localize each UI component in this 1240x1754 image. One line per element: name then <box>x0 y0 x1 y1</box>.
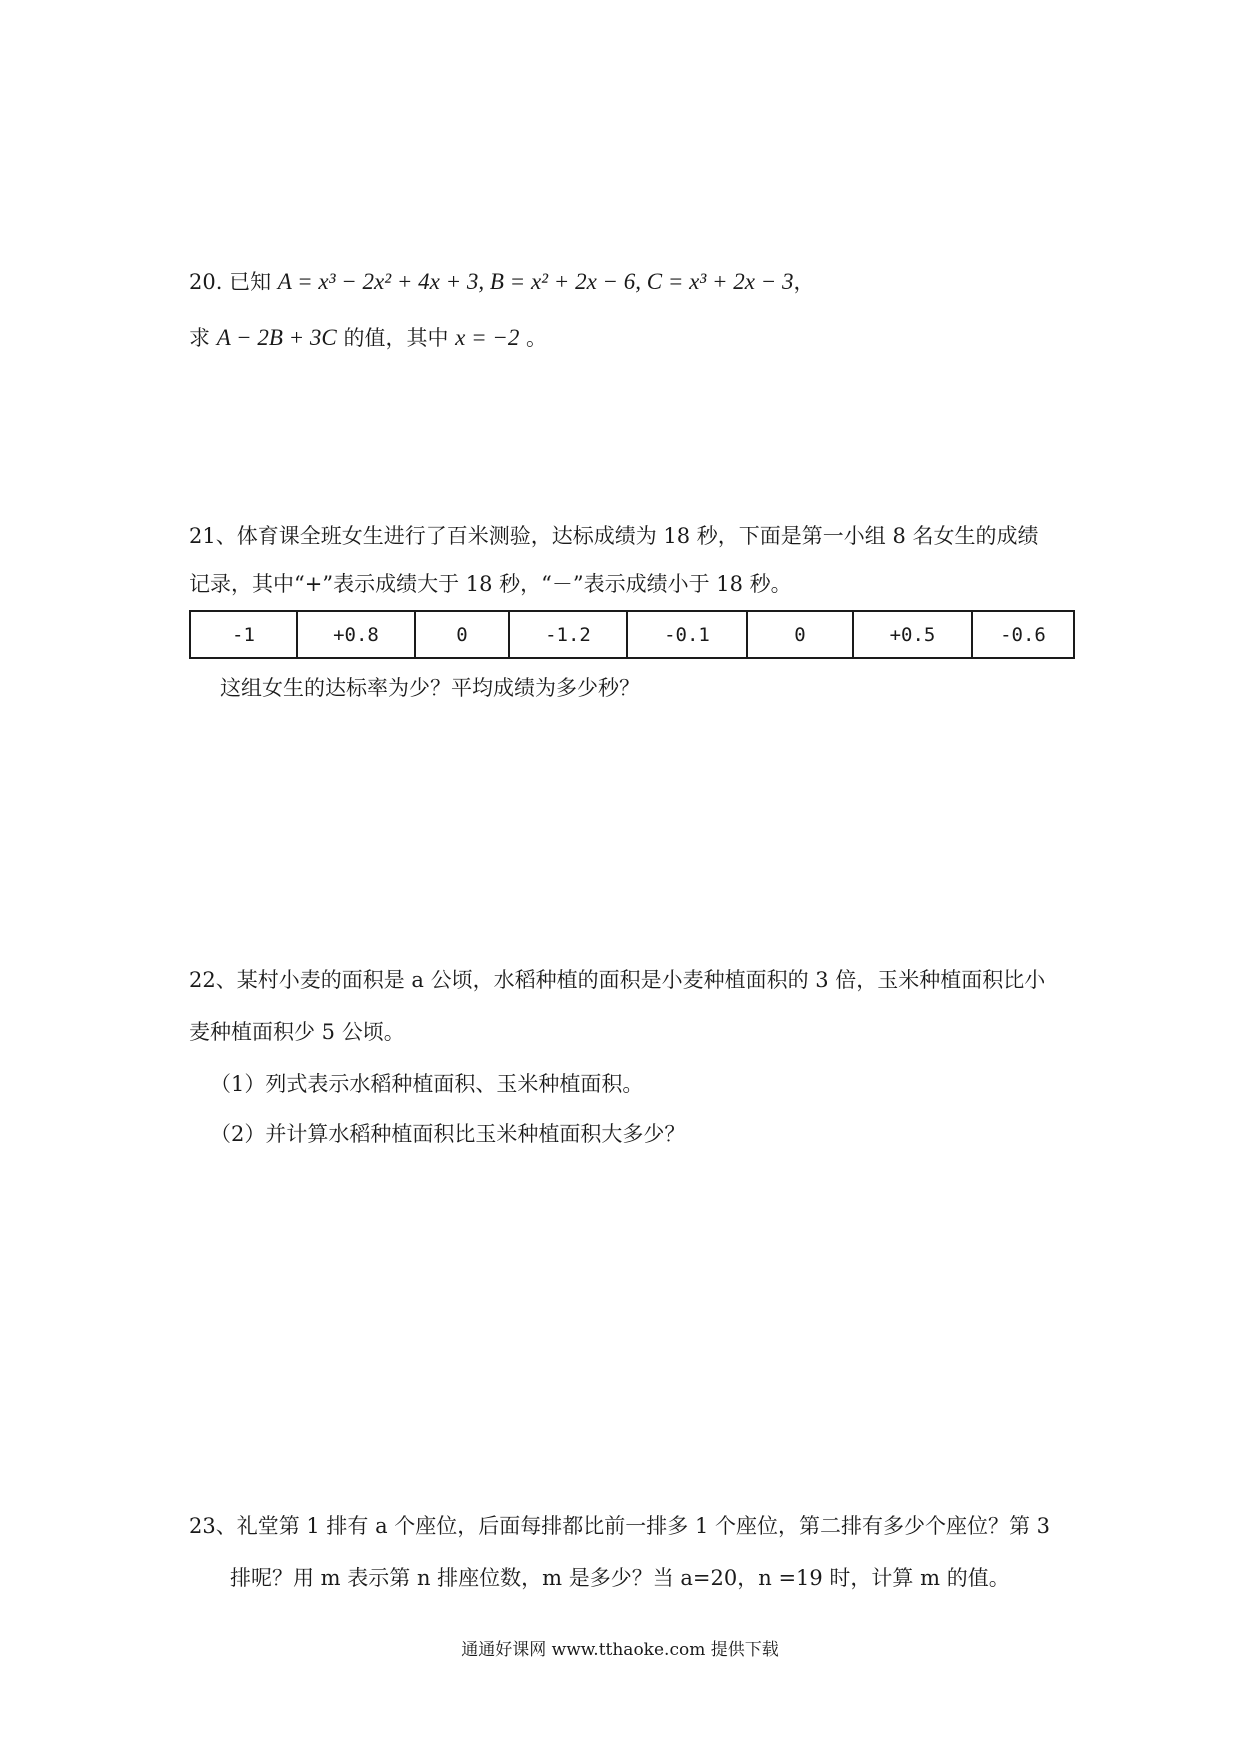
q20-line1 <box>189 268 815 296</box>
q20-formula-text: A = x³ − 2x² + 4x + 3, B = x² + 2x − 6, C = x³ + 2x − 3 <box>277 269 794 294</box>
score-cell-2: +0.8 <box>297 611 415 658</box>
q22-part2: （2）并计算水稻种植面积比玉米种植面积大多少？ <box>210 1122 686 1146</box>
score-cell-8: -0.6 <box>972 611 1074 658</box>
q20-ask-cond: x = −2 <box>455 325 520 350</box>
q20-ask-prefix: 求 <box>189 326 217 350</box>
q20-ask-expr: A − 2B + 3C <box>216 325 337 350</box>
q20-line2 <box>189 324 547 352</box>
score-cell-6: 0 <box>747 611 853 658</box>
score-cell-7: +0.5 <box>853 611 972 658</box>
q20-prefix: 20. 已知 <box>189 270 278 294</box>
q21-line2: 记录，其中“+”表示成绩大于 18 秒，“－”表示成绩小于 18 秒。 <box>189 572 792 596</box>
score-cell-4: -1.2 <box>509 611 627 658</box>
q21-score-table <box>189 610 1075 659</box>
q23-line2: 排呢？用 m 表示第 n 排座位数，m 是多少？当 a=20，n =19 时，计算 m 的值。 <box>230 1566 1010 1590</box>
q21-line1: 21、体育课全班女生进行了百米测验，达标成绩为 18 秒，下面是第一小组 8 名女生的成绩 <box>189 524 1039 548</box>
q23-line1: 23、礼堂第 1 排有 a 个座位，后面每排都比前一排多 1 个座位，第二排有多少个座位？第 3 <box>189 1514 1051 1538</box>
q22-line2: 麦种植面积少 5 公顷。 <box>189 1020 405 1044</box>
q20-formula <box>278 269 794 294</box>
score-cell-1: -1 <box>190 611 297 658</box>
q22-part1: （1）列式表示水稻种植面积、玉米种植面积。 <box>210 1072 644 1096</box>
table-row <box>190 611 1074 658</box>
q21-question: 这组女生的达标率为少？平均成绩为多少秒？ <box>220 676 640 700</box>
q20-formula-end: ， <box>793 270 815 294</box>
score-cell-3: 0 <box>415 611 509 658</box>
page-footer: 通通好课网 www.tthaoke.com 提供下载 <box>461 1640 779 1660</box>
q20-ask-end: 。 <box>519 326 548 350</box>
q22-line1: 22、某村小麦的面积是 a 公顷，水稻种植的面积是小麦种植面积的 3 倍，玉米种植面积比小 <box>189 968 1046 992</box>
q20-ask-mid: 的值，其中 <box>336 326 456 350</box>
score-cell-5: -0.1 <box>627 611 747 658</box>
